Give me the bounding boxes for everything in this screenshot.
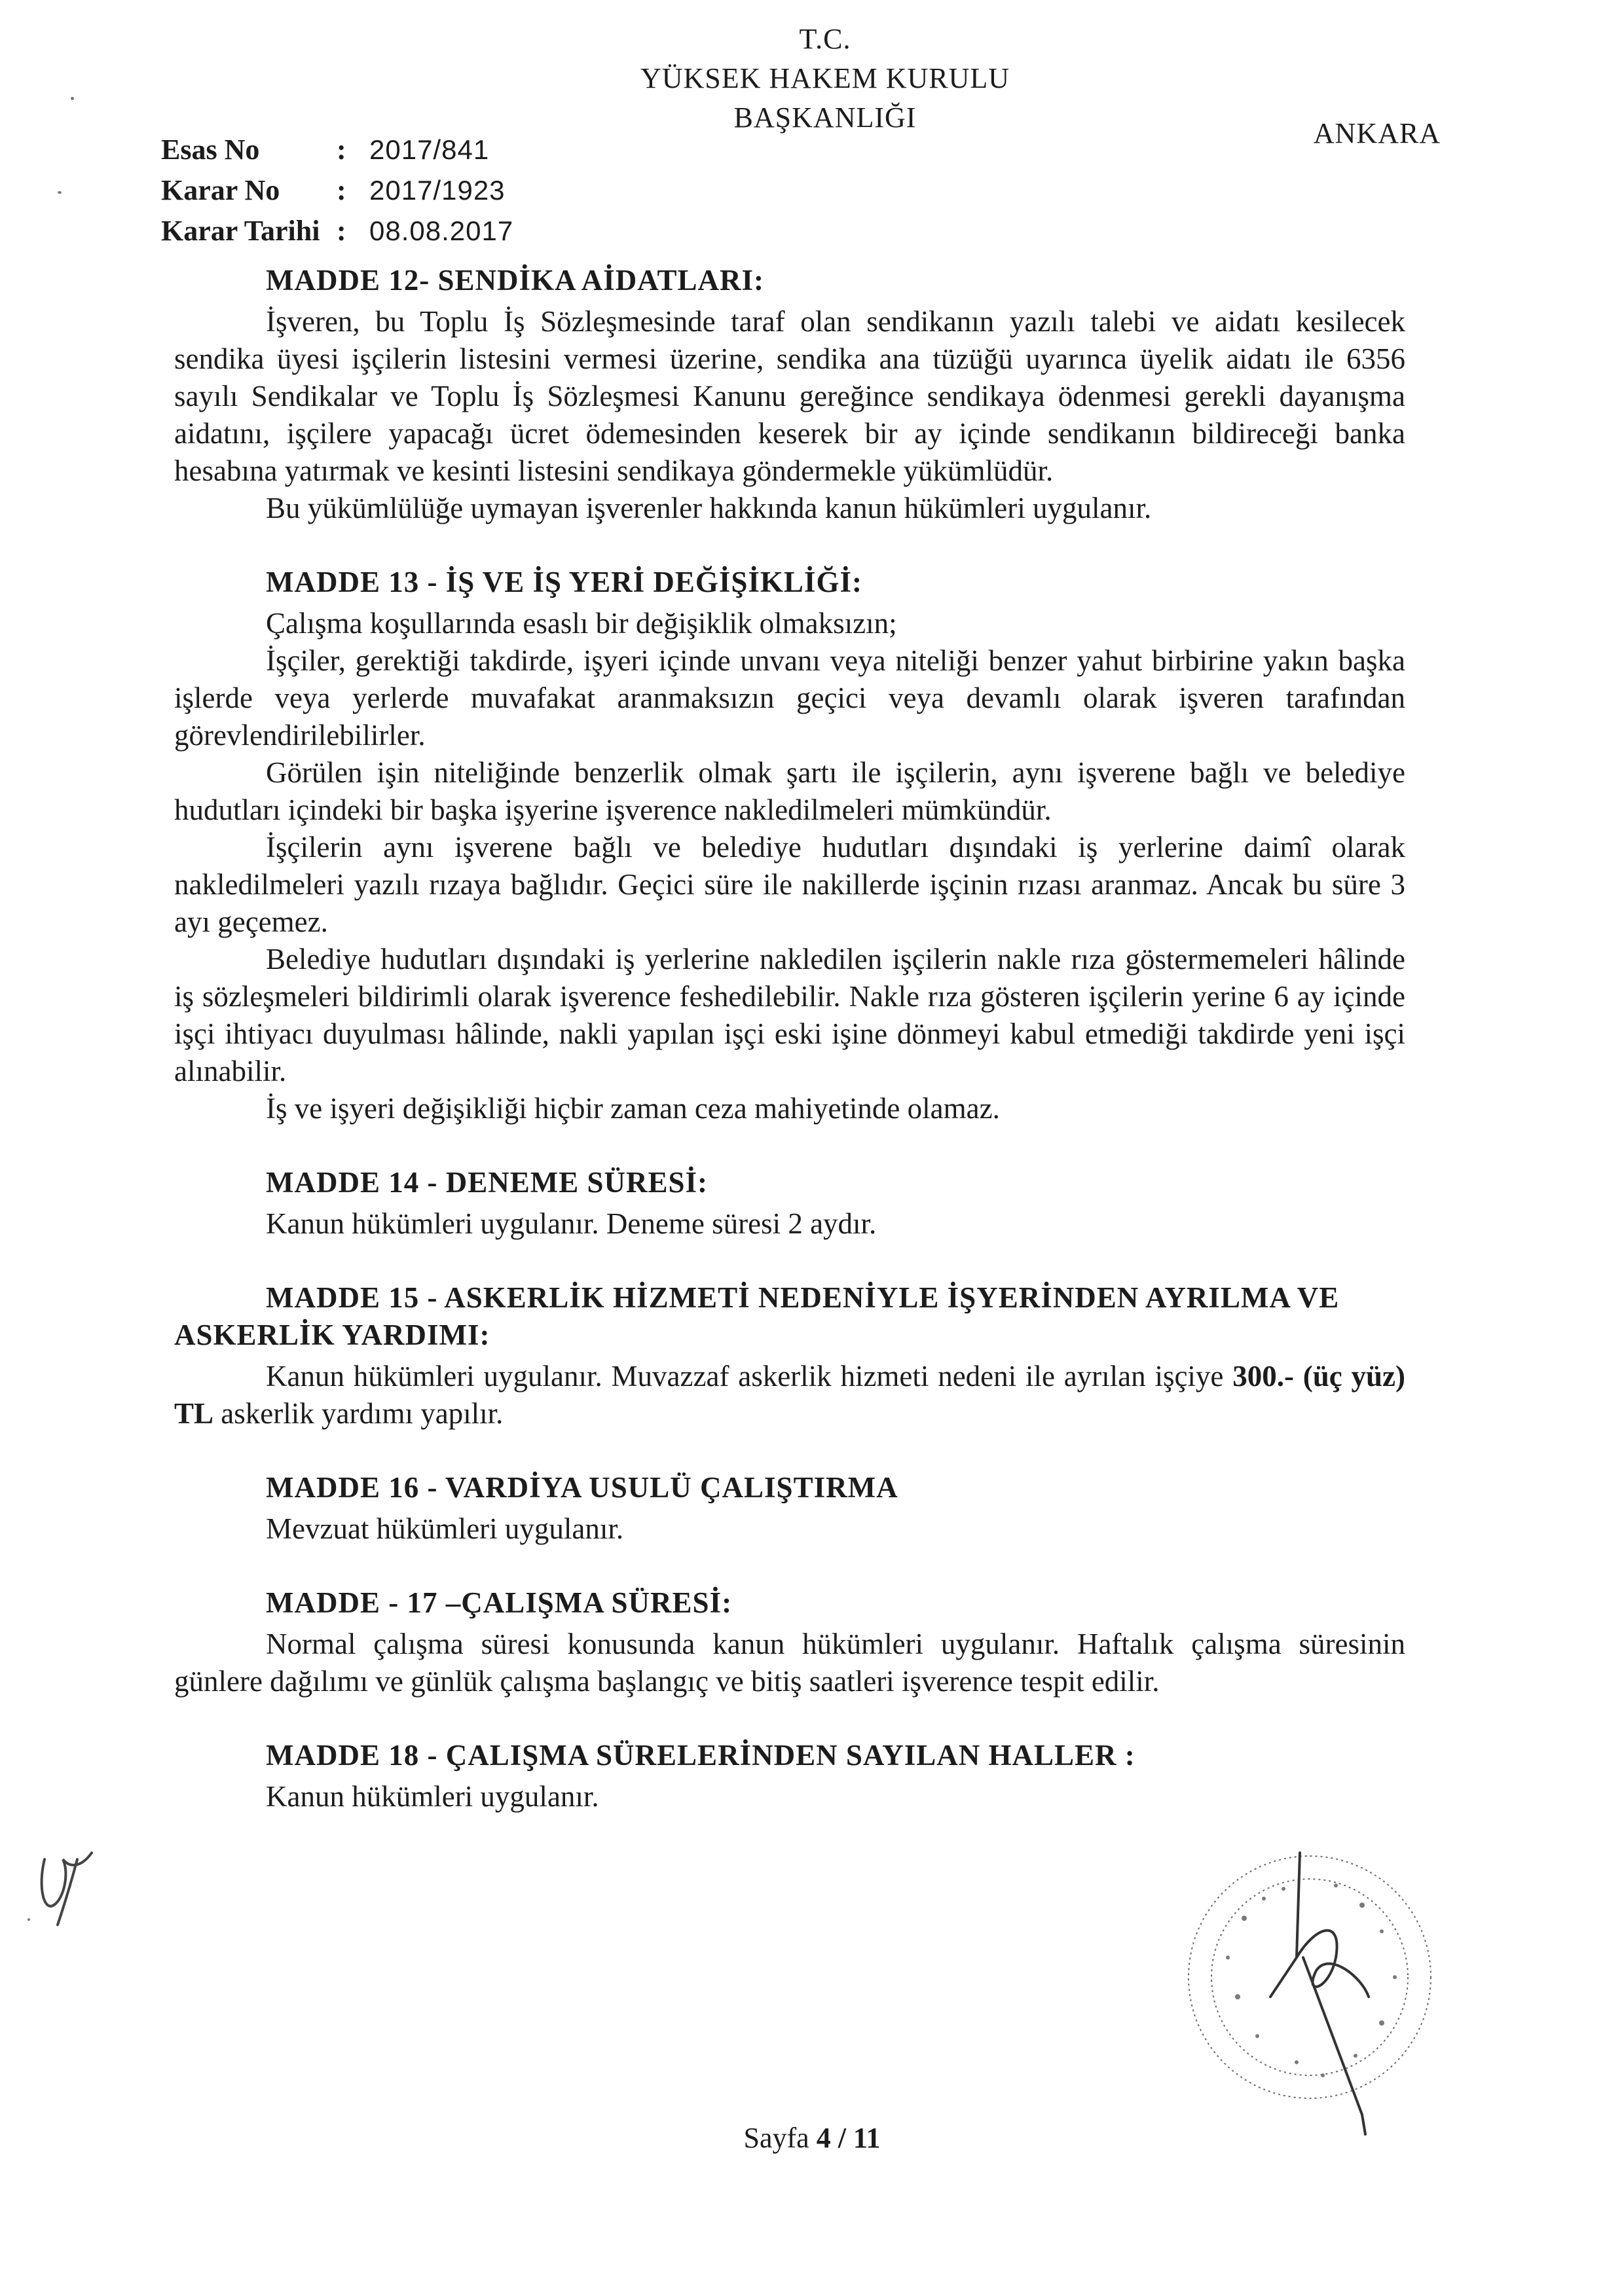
article-paragraph: Çalışma koşullarında esaslı bir değişiklik olmaksızın; bbox=[266, 607, 897, 640]
article-paragraph: Belediye hudutları dışındaki iş yerlerine nakledilen işçilerin nakle rıza göstermemeleri hâlinde iş sözleşmeleri bildirimli olarak işverence feshedilebilir. Nakle rıza gösteren işçilerin yerine 6 ay içinde işçi ihtiyacı duyulması hâlinde, nakli yapılan işçi eski işine dönmeyi kabul etmediği takdirde yeni işçi alınabilir. bbox=[174, 943, 1405, 1087]
case-colon: : bbox=[337, 215, 346, 247]
article-paragraph: Kanun hükümleri uygulanır. bbox=[266, 1780, 599, 1813]
article-paragraph: Normal çalışma süresi konusunda kanun hükümleri uygulanır. Haftalık çalışma süresinin günlere dağılımı ve günlük çalışma başlangıç ve bitiş saatleri işverence tespit edilir. bbox=[174, 1628, 1405, 1698]
article-title: MADDE 14 - DENEME SÜRESİ: bbox=[266, 1166, 709, 1199]
case-row-karar bbox=[161, 170, 513, 211]
header-institution: YÜKSEK HAKEM KURULU bbox=[640, 62, 1010, 94]
article-12 bbox=[174, 262, 1405, 527]
case-label: Esas No bbox=[161, 134, 260, 166]
case-row-tarih bbox=[161, 211, 513, 251]
header-city: ANKARA bbox=[1313, 117, 1441, 149]
paragraph-text: askerlik yardımı yapılır. bbox=[213, 1397, 504, 1430]
case-row-esas bbox=[161, 130, 513, 170]
document-header bbox=[458, 20, 1192, 137]
case-label: Karar No bbox=[161, 174, 280, 206]
paragraph-text: Kanun hükümleri uygulanır. Muvazzaf askerlik hizmeti nedeni ile ayrılan işçiye bbox=[266, 1360, 1233, 1393]
article-17 bbox=[174, 1584, 1405, 1700]
article-paragraph: İşveren, bu Toplu İş Sözleşmesinde taraf olan sendikanın yazılı talebi ve aidatı kesilecek sendika üyesi işçilerin listesini vermesi üzerine, sendika ana tüzüğü uyarınca üyelik aidatı ile 6356 sayılı Sendikalar ve Toplu İş Sözleşmesi Kanunu gereğince sendikaya ödenmesi gerekli dayanışma aidatını, işçilere yapacağı ücret ödemesinden keserek bir ay içinde sendikanın bildireceği banka hesabına yatırmak ve kesinti listesini sendikaya göndermekle yükümlüdür. bbox=[174, 305, 1405, 487]
article-18 bbox=[174, 1737, 1405, 1815]
header-department: BAŞKANLIĞI bbox=[733, 101, 917, 134]
case-value: 2017/1923 bbox=[369, 175, 506, 206]
article-15 bbox=[174, 1279, 1405, 1432]
article-paragraph: İşçilerin aynı işverene bağlı ve belediye hudutları dışındaki iş yerlerine daimî olarak nakledilmeleri yazılı rızaya bağlıdır. Geçici süre ile nakillerde işçinin rızası aranmaz. Ancak bu süre 3 ayı geçemez. bbox=[174, 831, 1405, 938]
article-paragraph: Kanun hükümleri uygulanır. Deneme süresi 2 aydır. bbox=[266, 1207, 877, 1240]
article-paragraph: Bu yükümlülüğe uymayan işverenler hakkında kanun hükümleri uygulanır. bbox=[266, 492, 1152, 524]
article-paragraph: İşçiler, gerektiği takdirde, işyeri içinde unvanı veya niteliği benzer yahut birbirine yakın başka işlerde veya yerlerde muvafakat aranmaksızın geçici veya devamlı olarak işveren tarafından görevlendirilebilirler. bbox=[174, 644, 1405, 752]
article-paragraph: Görülen işin niteliğinde benzerlik olmak şartı ile işçilerin, aynı işverene bağlı ve belediye hudutları içindeki bir başka işyerine işverence nakledilmeleri mümkündür. bbox=[174, 756, 1405, 826]
article-title: MADDE - 17 –ÇALIŞMA SÜRESİ: bbox=[266, 1586, 733, 1619]
article-paragraph: İş ve işyeri değişikliği hiçbir zaman ceza mahiyetinde olamaz. bbox=[266, 1092, 1000, 1125]
header-republic: T.C. bbox=[799, 23, 851, 55]
case-value: 2017/841 bbox=[369, 134, 490, 165]
official-stamp-signature bbox=[1166, 1827, 1454, 2141]
scan-speck bbox=[58, 191, 62, 194]
footer-total-pages: 11 bbox=[853, 2122, 881, 2154]
document-body bbox=[174, 262, 1405, 1852]
scan-speck bbox=[28, 1918, 30, 1921]
article-paragraph bbox=[174, 1358, 1405, 1432]
article-title: MADDE 16 - VARDİYA USULÜ ÇALIŞTIRMA bbox=[266, 1471, 898, 1504]
handwritten-initial bbox=[31, 1833, 103, 1931]
article-title: MADDE 12- SENDİKA AİDATLARI: bbox=[266, 264, 764, 297]
page-footer bbox=[0, 2121, 1624, 2155]
scan-speck bbox=[71, 97, 74, 100]
case-colon: : bbox=[337, 134, 346, 166]
article-13 bbox=[174, 564, 1405, 1127]
footer-prefix: Sayfa bbox=[743, 2122, 817, 2154]
article-title: MADDE 18 - ÇALIŞMA SÜRELERİNDEN SAYILAN HALLER : bbox=[266, 1739, 1135, 1772]
case-info bbox=[161, 130, 513, 251]
case-label: Karar Tarihi bbox=[161, 215, 320, 247]
article-title: MADDE 13 - İŞ VE İŞ YERİ DEĞİŞİKLİĞİ: bbox=[266, 566, 862, 598]
case-colon: : bbox=[337, 174, 346, 206]
article-14 bbox=[174, 1164, 1405, 1243]
article-paragraph: Mevzuat hükümleri uygulanır. bbox=[266, 1512, 624, 1545]
footer-separator: / bbox=[830, 2122, 853, 2154]
article-16 bbox=[174, 1469, 1405, 1548]
bold-amount: 300.- (üç yüz) TL bbox=[174, 1360, 1405, 1430]
footer-page-number: 4 bbox=[816, 2122, 831, 2154]
case-value: 08.08.2017 bbox=[369, 215, 514, 246]
article-title: MADDE 15 - ASKERLİK HİZMETİ NEDENİYLE İŞYERİNDEN AYRILMA VE ASKERLİK YARDIMI: bbox=[174, 1281, 1340, 1351]
